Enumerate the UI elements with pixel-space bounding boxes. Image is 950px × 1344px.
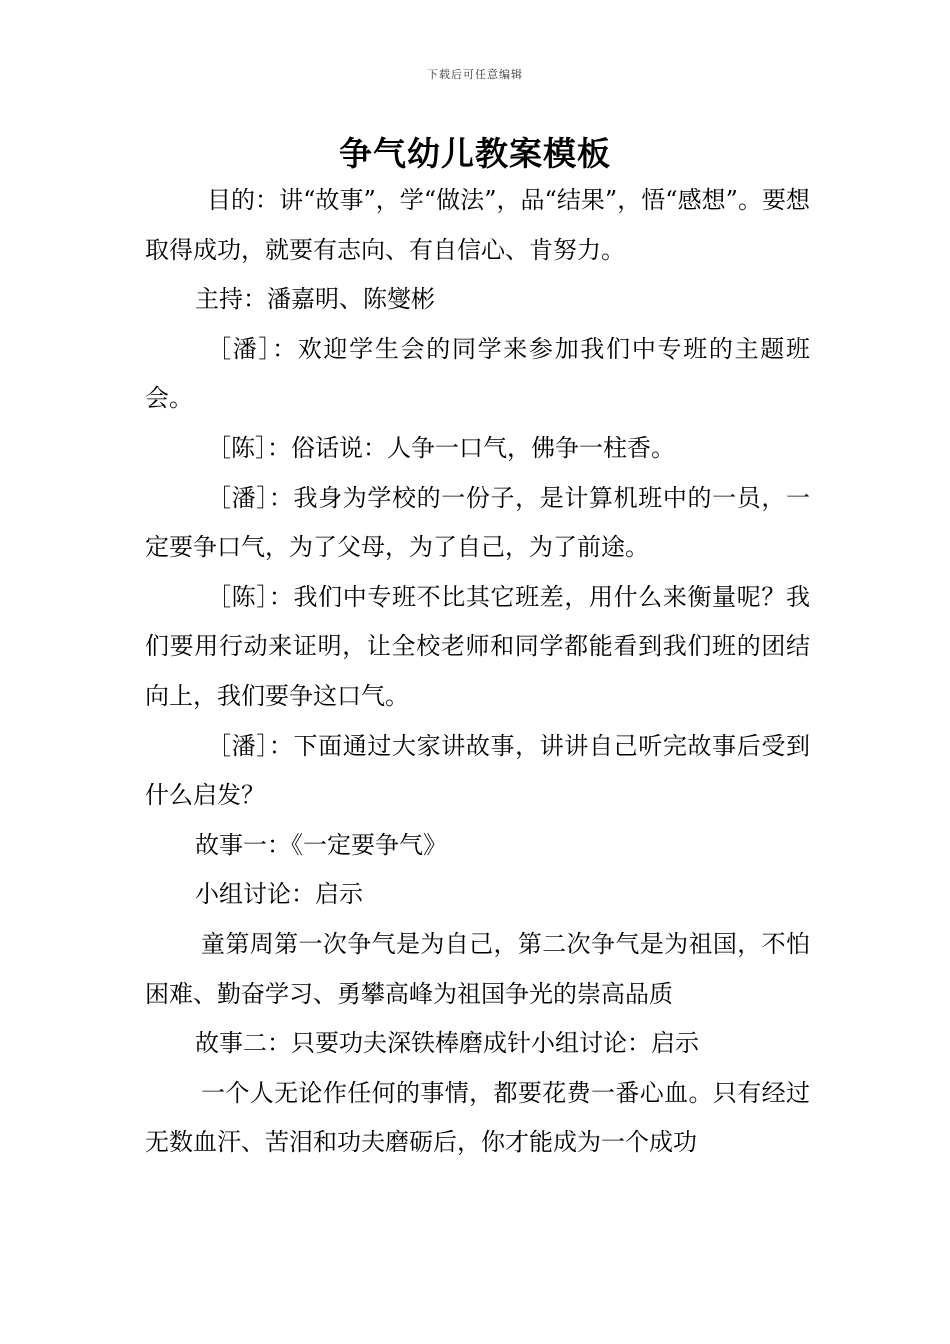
paragraph-dialogue: ［潘］：我身为学校的一份子，是计算机班中的一员，一定要争口气，为了父母，为了自己，为了前途。 [145,483,810,562]
paragraph-story-two: 故事二：只要功夫深铁棒磨成针小组讨论：启示 [195,1029,699,1058]
paragraph-inspiration: 一个人无论作任何的事情，都要花费一番心血。只有经过无数血汗、苦泪和功夫磨砺后，你才能成为一个成功 [145,1078,810,1157]
header-note: 下载后可任意编辑 [427,68,523,81]
paragraph-dialogue: ［潘］：欢迎学生会的同学来参加我们中专班的主题班会。 [145,334,810,413]
document-title: 争气幼儿教案模板 [339,134,611,173]
paragraph-dialogue: ［陈］：俗话说：人争一口气，佛争一柱香。 [207,433,675,462]
paragraph-inspiration: 童第周第一次争气是为自己，第二次争气是为祖国，不怕困难、勤奋学习、勇攀高峰为祖国争光的崇高品质 [145,929,810,1008]
paragraph-hosts: 主持：潘嘉明、陈燮彬 [195,285,435,314]
paragraph-dialogue: ［陈］：我们中专班不比其它班差，用什么来衡量呢？我们要用行动来证明，让全校老师和同学都能看到我们班的团结向上，我们要争这口气。 [145,582,810,710]
document-body [145,176,810,1168]
paragraph-story-one: 故事一：《一定要争气》 [195,830,447,859]
paragraph-dialogue: ［潘］：下面通过大家讲故事，讲讲自己听完故事后受到什么启发？ [145,731,810,810]
paragraph-purpose: 目的：讲“故事”，学“做法”，品“结果”，悟“感想”。要想取得成功，就要有志向、有自信心、肯努力。 [145,186,810,264]
paragraph-discussion: 小组讨论：启示 [195,880,363,909]
